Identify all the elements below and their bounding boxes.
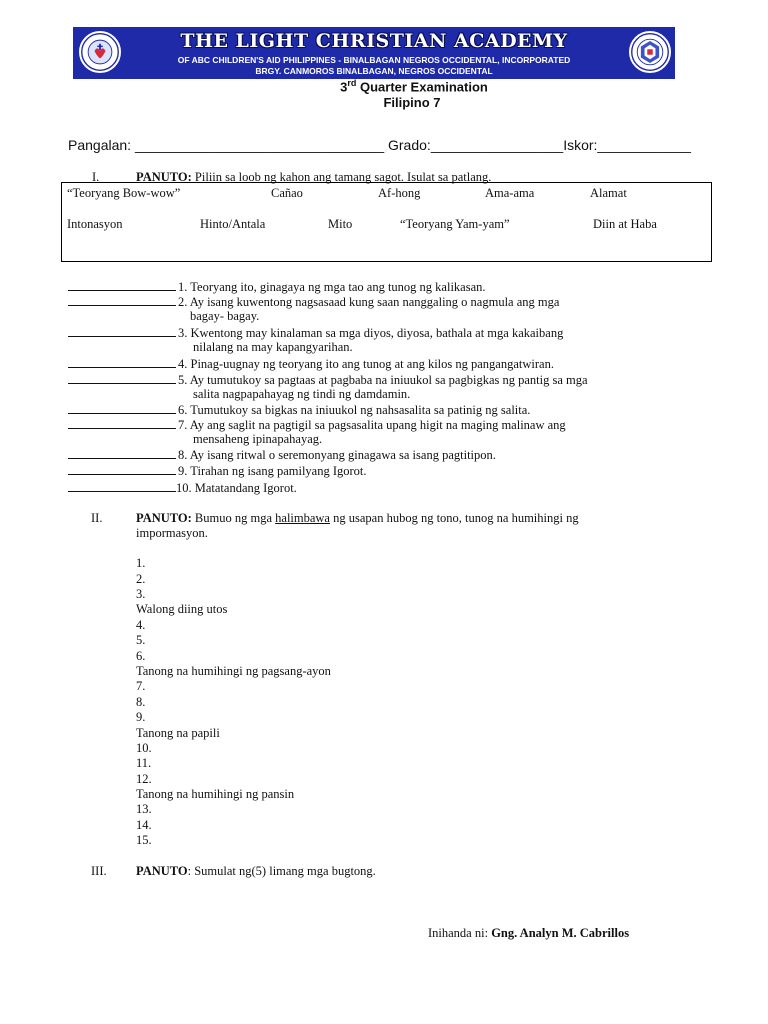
question-item-9 (68, 463, 367, 479)
answer-line-14: 14. (136, 818, 152, 832)
question-item-6 (68, 402, 530, 418)
choice-7: Hinto/Antala (200, 217, 266, 231)
question-item-1 (68, 279, 486, 295)
score-label: Iskor: (563, 137, 598, 153)
question-item-5 (68, 372, 588, 388)
question-item-7 (68, 417, 566, 433)
choice-6: Intonasyon (67, 217, 123, 231)
answer-blank[interactable] (68, 372, 176, 384)
answer-line-5: 5. (136, 633, 146, 647)
part2-label: PANUTO: (136, 511, 192, 525)
question-text: 4. Pinag-uugnay ng teoryang ito ang tunog at ang kilos ng pangangatwiran. (178, 357, 554, 371)
deped-seal-icon (627, 29, 673, 75)
choice-1: “Teoryang Bow-wow” (67, 186, 181, 200)
question-item-5-cont: salita nagpapahayag ng tindi ng damdamin. (193, 387, 411, 401)
part1-number: I. (92, 170, 100, 184)
answer-line-4: 4. (136, 618, 146, 632)
question-text: 7. Ay ang saglit na pagtigil sa pagsasalita upang higit na maging malinaw ang (178, 418, 566, 432)
answer-blank[interactable] (68, 325, 176, 337)
answer-line-1: 1. (136, 556, 146, 570)
part3-instruction-text: : Sumulat ng(5) limang mga bugtong. (187, 864, 376, 878)
question-text: 9. Tirahan ng isang pamilyang Igorot. (178, 464, 367, 478)
part3-label: PANUTO (136, 864, 188, 878)
question-item-3-cont: nilalang na may kapangyarihan. (193, 340, 353, 354)
part3-number: III. (91, 864, 107, 878)
choice-2: Cañao (271, 186, 303, 200)
question-text: 10. Matatandang Igorot. (176, 481, 297, 495)
answer-line-6: 6. (136, 649, 146, 663)
category-heading: Tanong na humihingi ng pagsang-ayon (136, 664, 331, 678)
answer-blank[interactable] (68, 447, 176, 459)
part1-label: PANUTO: (136, 170, 192, 184)
answer-line-3: 3. (136, 587, 146, 601)
choice-5: Alamat (590, 186, 627, 200)
question-item-8 (68, 447, 496, 463)
school-seal-icon (77, 29, 123, 75)
part2-instruction (136, 511, 579, 526)
answer-blank[interactable] (68, 279, 176, 291)
part2-number: II. (91, 511, 103, 525)
part3-instruction (136, 864, 376, 879)
category-heading: Tanong na humihingi ng pansin (136, 787, 295, 801)
choice-8: Mito (328, 217, 353, 231)
answer-blank[interactable] (68, 463, 176, 475)
question-item-2 (68, 294, 559, 310)
part2-instruction-text-end: ng usapan hubog ng tono, tunog na humihingi ng (329, 511, 579, 525)
answer-line-9: 9. (136, 710, 146, 724)
teacher-name: Gng. Analyn M. Cabrillos (491, 926, 630, 940)
quarter-exam-label: Quarter Examination (356, 79, 488, 95)
question-item-10 (68, 480, 297, 496)
school-name: THE LIGHT CHRISTIAN ACADEMY (180, 30, 568, 52)
school-affiliation: OF ABC CHILDREN'S AID PHILIPPINES - BINALBAGAN NEGROS OCCIDENTAL, INCORPORATED (177, 55, 571, 65)
category-heading: Tanong na papili (136, 726, 220, 740)
part1-instruction-text: Piliin sa loob ng kahon ang tamang sagot. Isulat sa patlang. (191, 170, 492, 184)
answer-line-13: 13. (136, 802, 152, 816)
part2-instruction-text: Bumuo ng mga (191, 511, 276, 525)
exam-quarter-heading (0, 78, 768, 94)
choice-9: “Teoryang Yam-yam” (400, 217, 510, 231)
prepared-by-label: Inihanda ni: (428, 926, 492, 940)
answer-blank[interactable] (68, 480, 176, 492)
score-blank[interactable]: ____________ (597, 137, 691, 153)
part2-underlined-word: halimbawa (275, 511, 330, 525)
choice-10: Diin at Haba (593, 217, 657, 231)
exam-subject: Filipino 7 (383, 95, 441, 110)
answer-line-12: 12. (136, 772, 152, 786)
name-label: Pangalan: (68, 137, 132, 153)
quarter-number: 3 (340, 79, 348, 95)
question-item-7-cont: mensaheng ipinapahayag. (193, 432, 323, 446)
answer-line-2: 2. (136, 572, 146, 586)
question-text: 6. Tumutukoy sa bigkas na iniuukol ng nahsasalita sa patinig ng salita. (178, 403, 531, 417)
name-blank[interactable]: ________________________________ (134, 137, 385, 153)
choice-4: Ama-ama (485, 186, 535, 200)
grade-label: Grado: (388, 137, 431, 153)
answer-blank[interactable] (68, 356, 176, 368)
question-item-4 (68, 356, 554, 372)
question-item-3 (68, 325, 563, 341)
question-text: 3. Kwentong may kinalaman sa mga diyos, diyosa, bathala at mga kakaibang (178, 326, 564, 340)
answer-line-11: 11. (136, 756, 152, 770)
part2-instruction-line2: impormasyon. (136, 526, 208, 540)
answer-line-15: 15. (136, 833, 152, 847)
answer-line-7: 7. (136, 679, 146, 693)
question-text: 8. Ay isang ritwal o seremonyang ginagawa sa isang pagtitipon. (178, 448, 496, 462)
quarter-ordinal-suffix: rd (347, 78, 357, 88)
answer-line-8: 8. (136, 695, 146, 709)
question-item-2-cont: bagay- bagay. (190, 309, 260, 323)
question-text: 1. Teoryang ito, ginagaya ng mga tao ang tunog ng kalikasan. (178, 280, 486, 294)
school-header-banner (73, 27, 675, 79)
school-address: BRGY. CANMOROS BINALBAGAN, NEGROS OCCIDENTAL (255, 66, 493, 76)
answer-blank[interactable] (68, 402, 176, 414)
question-text: 2. Ay isang kuwentong nagsasaad kung saan nanggaling o nagmula ang mga (178, 295, 560, 309)
prepared-by (428, 926, 629, 941)
answer-line-10: 10. (136, 741, 152, 755)
student-info-line (68, 138, 691, 153)
question-text: 5. Ay tumutukoy sa pagtaas at pagbaba na iniuukol sa pagbigkas ng pantig sa mga (178, 373, 588, 387)
answer-blank[interactable] (68, 417, 176, 429)
answer-blank[interactable] (68, 294, 176, 306)
grade-blank[interactable]: _________________ (430, 137, 564, 153)
choice-3: Af-hong (378, 186, 421, 200)
category-heading: Walong diing utos (136, 602, 228, 616)
